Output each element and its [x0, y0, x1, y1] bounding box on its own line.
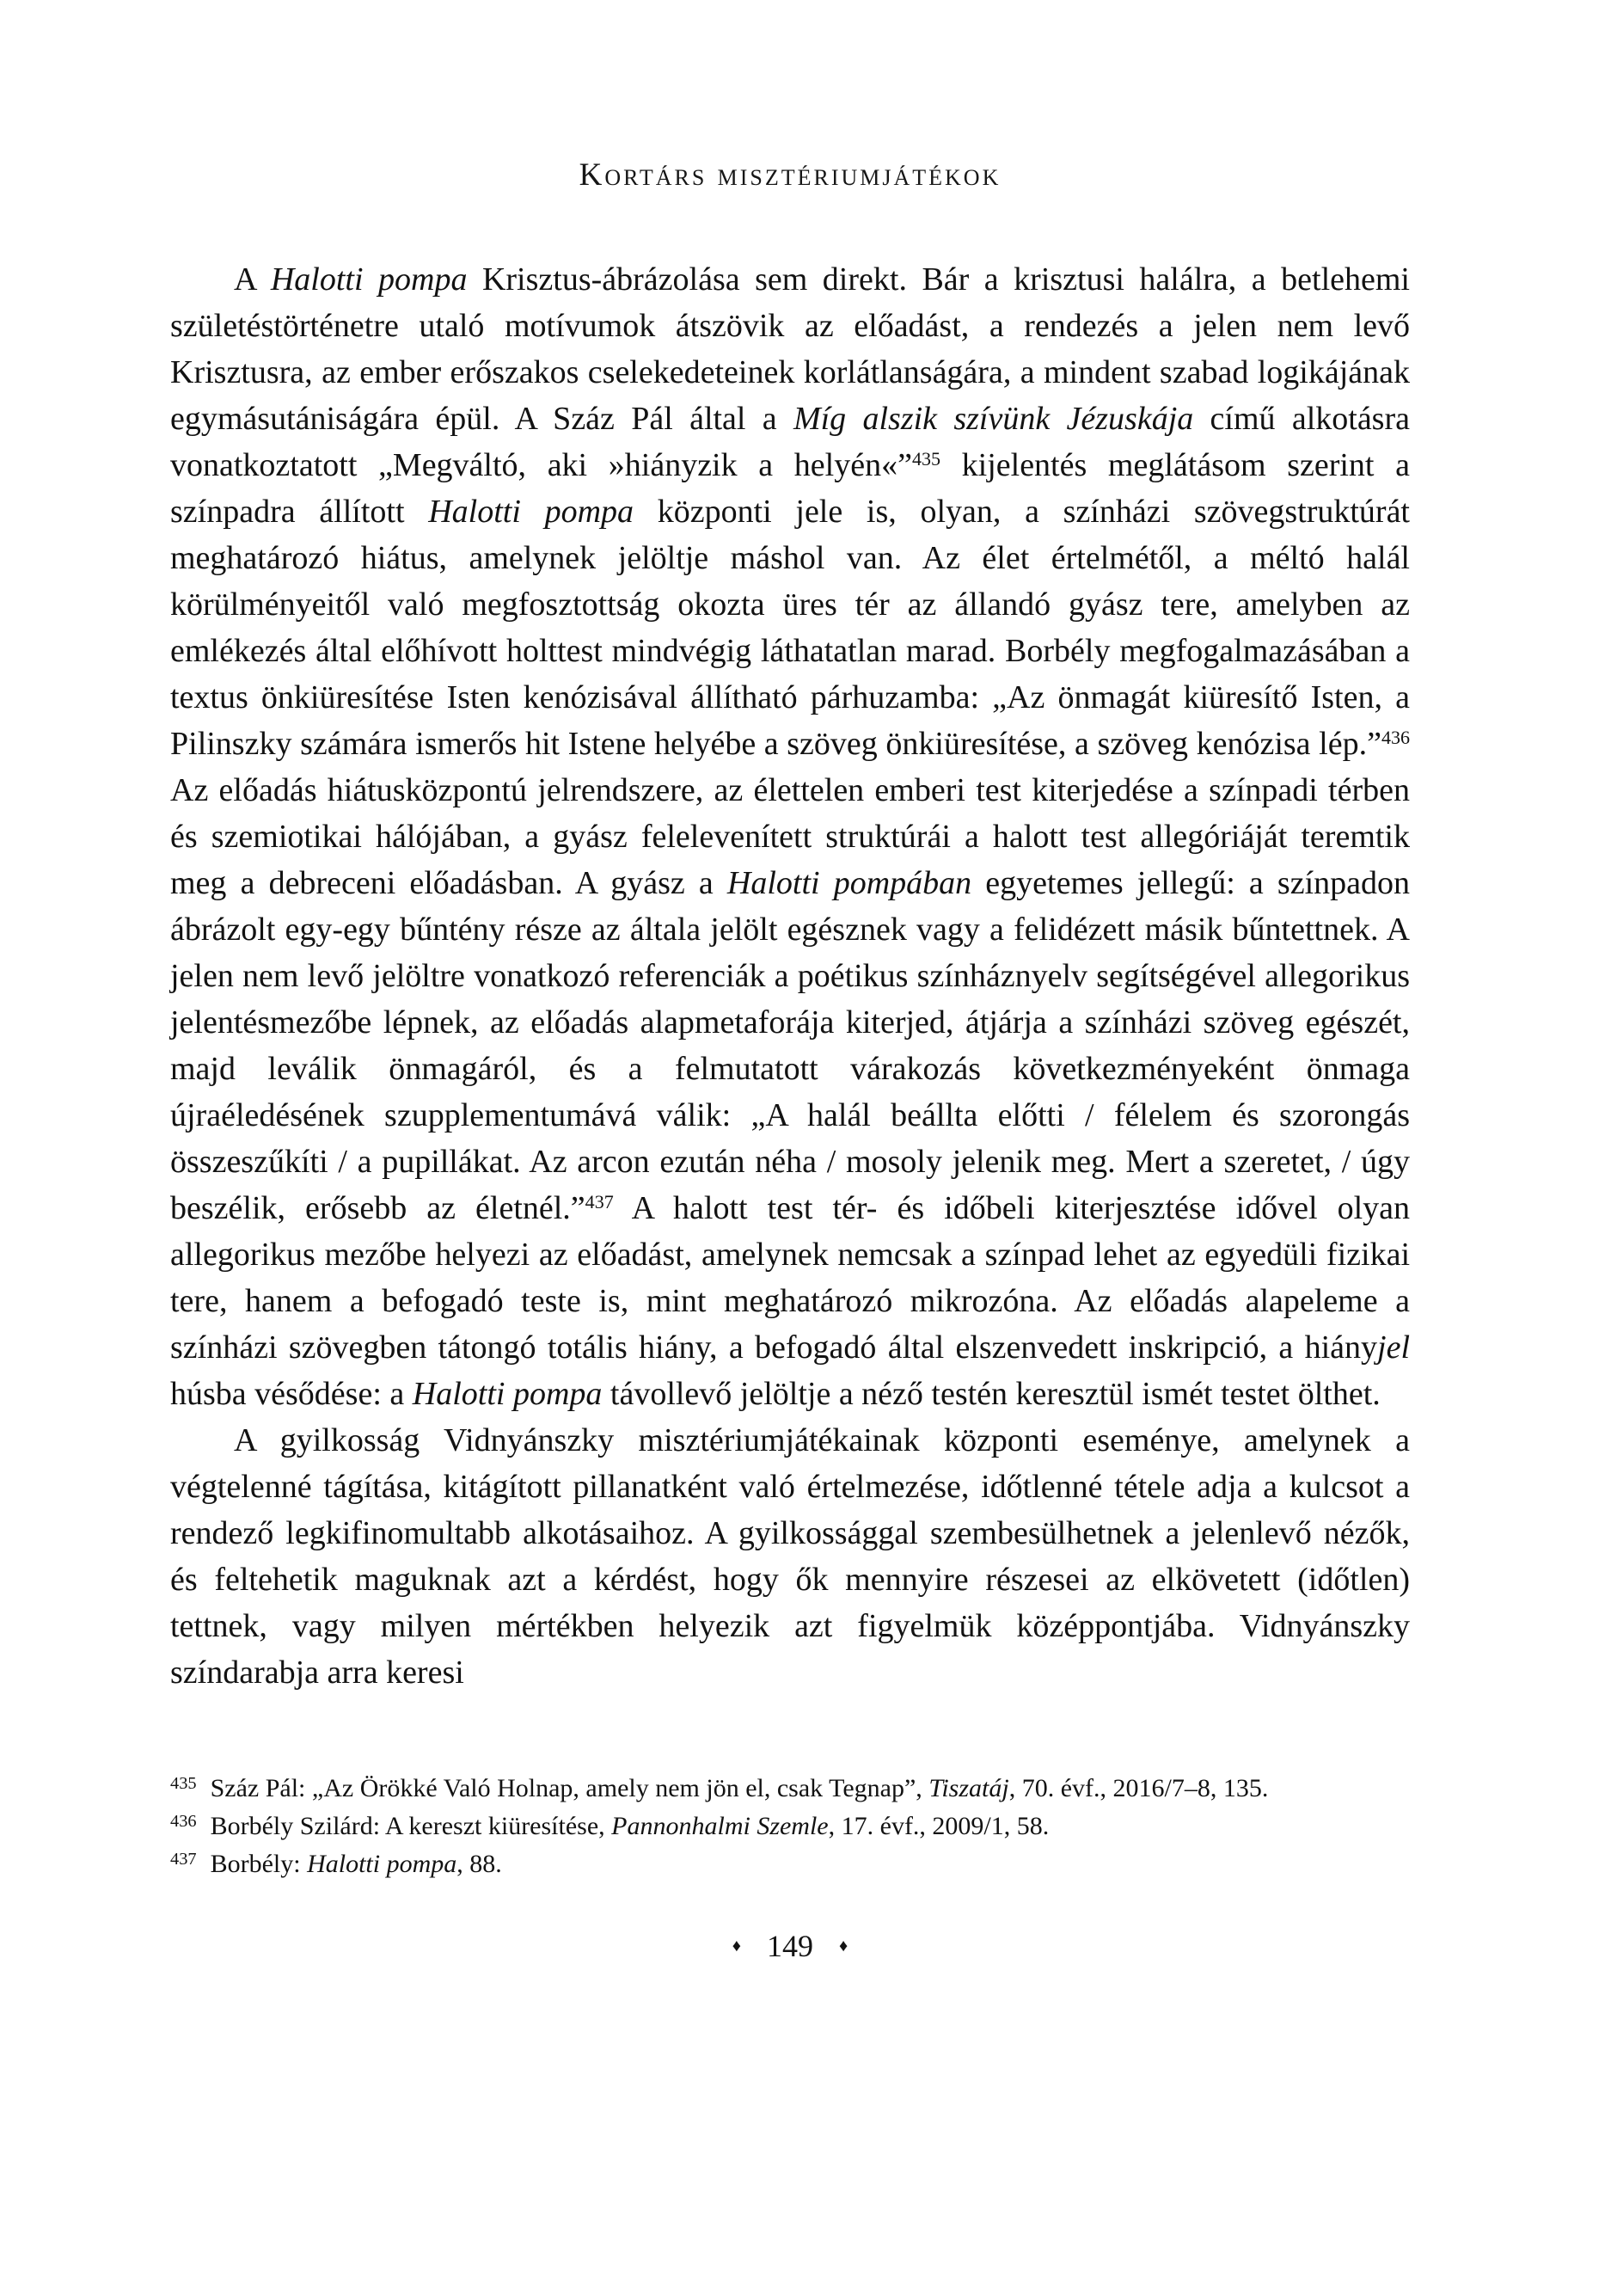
footnote-number: 435 — [170, 1774, 197, 1794]
paragraph: A gyilkosság Vidnyánszky misztériumjátékainak központi eseménye, amelynek a végtelenné tágítása, kitágított pillanatként való értelmezése, időtlenné tétele adja a kulcsot a rendező legkifinomultabb alkotásaihoz. A gyilkossággal szembesülhetnek a jelenlevő nézők, és feltehetik maguknak azt a kérdést, hogy ők mennyire részesei az elkövetett (időtlen) tettnek, vagy milyen mértékben helyezik azt figyelmük középpontjába. Vidnyánszky színdarabja arra keresi — [170, 1422, 1410, 1691]
body-text — [170, 256, 1410, 1696]
footnote — [170, 1808, 1410, 1845]
footnote-text: Borbély Szilárd: A kereszt kiüresítése, Pannonhalmi Szemle, 17. évf., 2009/1, 58. — [210, 1812, 1050, 1841]
footnotes — [170, 1770, 1410, 1883]
diamond-ornament-icon: ♦ — [839, 1937, 848, 1956]
footnote-number: 436 — [170, 1812, 197, 1832]
paragraph: A Halotti pompa Krisztus-ábrázolása sem direkt. Bár a krisztusi halálra, a betlehemi születéstörténetre utaló motívumok átszövik az előadást, a rendezés a jelen nem levő Krisztusra, az ember erőszakos cselekedeteinek korlátlanságára, a mindent szabad logikájának egymásutániságára épül. A Száz Pál által a Míg alszik szívünk Jézuskája című alkotásra vonatkoztatott „Megváltó, aki »hiányzik a helyén«”$^{435}$ kijelentés meglátásom szerint a színpadra állított Halotti pompa központi jele is, olyan, a színházi szövegstruktúrát meghatározó hiátus, amelynek jelöltje máshol van. Az élet értelmétől, a méltó halál körülményeitől való megfosztottság okozta üres tér az állandó gyász tere, amelyben az emlékezés által előhívott holttest mindvégig láthatatlan marad. Borbély megfogalmazásában a textus önkiüresítése Isten kenózisával állítható párhuzamba: „Az önmagát kiüresítő Isten, a Pilinszky számára ismerős hit Istene helyébe a szöveg önkiüresítése, a szöveg kenózisa lép.”$^{436}$ Az előadás hiátusközpontú jelrendszere, az élettelen emberi test kiterjedése a színpadi térben és szemiotikai hálójában, a gyász felelevenített struktúrái a halott test allegóriáját teremtik meg a debreceni előadásban. A gyász a Halotti pompában egyetemes jellegű: a színpadon ábrázolt egy-egy bűntény része az általa jelölt egésznek vagy a felidézett másik bűntettnek. A jelen nem levő jelöltre vonatkozó referenciák a poétikus színháznyelv segítségével allegorikus jelentésmezőbe lépnek, az előadás alapmetaforája kiterjed, átjárja a színházi szöveg egészét, majd leválik önmagáról, és a felmutatott várakozás következményeként önmaga újraéledésének szupplementumává válik: „A halál beállta előtti / félelem és szorongás összeszűkíti / a pupillákat. Az arcon ezután néha / mosoly jelenik meg. Mert a szeretet, / úgy beszélik, erősebb az életnél.”$^{437}$ A halott test tér- és időbeli kiterjesztése idővel olyan allegorikus mezőbe helyezi az előadást, amelynek nemcsak a színpad lehet az egyedüli fizikai tere, hanem a befogadó teste is, mint meghatározó mikrozóna. Az előadás alapeleme a színházi szövegben tátongó totális hiány, a befogadó által elszenvedett inskripció, a hiányjel húsba vésődése: a Halotti pompa távollevő jelöltje a néző testén keresztül ismét testet ölthet. — [170, 261, 1411, 1413]
page-number: 149 — [767, 1929, 813, 1964]
diamond-ornament-icon: ♦ — [732, 1937, 741, 1956]
running-header: Kortárs misztériumjátékok — [579, 157, 1002, 193]
page-number-row — [170, 1928, 1410, 1964]
footnote-text: Borbély: Halotti pompa, 88. — [210, 1850, 502, 1879]
footnote-text: Száz Pál: „Az Örökké Való Holnap, amely nem jön el, csak Tegnap”, Tiszatáj, 70. évf., 2016/7–8, 135. — [210, 1774, 1269, 1803]
footnote — [170, 1770, 1410, 1808]
footnote-number: 437 — [170, 1850, 197, 1869]
footnote — [170, 1845, 1410, 1883]
